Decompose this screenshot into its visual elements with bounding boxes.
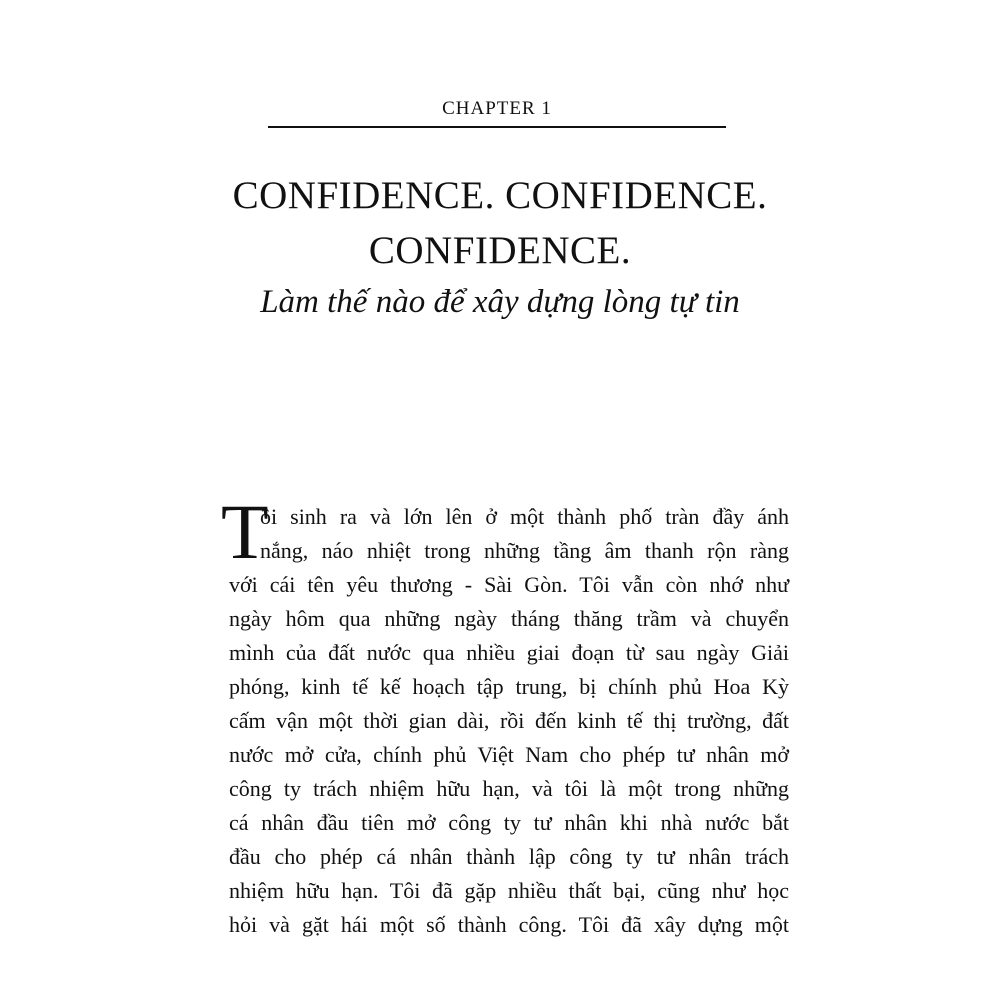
body-line: ngày hôm qua những ngày tháng thăng trầm và chuyển bbox=[229, 606, 789, 631]
body-line: ôi sinh ra và lớn lên ở một thành phố tràn đầy ánh bbox=[260, 504, 789, 529]
chapter-divider bbox=[268, 126, 726, 128]
body-line: đầu cho phép cá nhân thành lập công ty tư nhân trách bbox=[229, 844, 789, 869]
chapter-subtitle: Làm thế nào để xây dựng lòng tự tin bbox=[260, 284, 740, 320]
chapter-title-line-2: CONFIDENCE. bbox=[368, 229, 632, 272]
body-line: hỏi và gặt hái một số thành công. Tôi đã xây dựng một bbox=[229, 912, 789, 937]
body-line: với cái tên yêu thương - Sài Gòn. Tôi vẫn còn nhớ như bbox=[229, 572, 789, 597]
body-line: mình của đất nước qua nhiều giai đoạn từ sau ngày Giải bbox=[229, 640, 789, 665]
chapter-title-line-1: CONFIDENCE. CONFIDENCE. bbox=[232, 174, 768, 217]
body-line: cấm vận một thời gian dài, rồi đến kinh tế thị trường, đất bbox=[229, 708, 789, 733]
chapter-label: CHAPTER 1 bbox=[442, 98, 552, 119]
drop-cap-letter: T bbox=[221, 488, 269, 575]
body-line: cá nhân đầu tiên mở công ty tư nhân khi nhà nước bắt bbox=[229, 810, 789, 835]
body-line: nước mở cửa, chính phủ Việt Nam cho phép tư nhân mở bbox=[229, 742, 789, 767]
body-line: nắng, náo nhiệt trong những tầng âm thanh rộn ràng bbox=[260, 538, 789, 563]
body-line: phóng, kinh tế kế hoạch tập trung, bị chính phủ Hoa Kỳ bbox=[229, 674, 789, 699]
body-paragraph bbox=[229, 500, 789, 942]
chapter-title bbox=[180, 168, 820, 278]
body-line: công ty trách nhiệm hữu hạn, và tôi là một trong những bbox=[229, 776, 789, 801]
body-line: nhiệm hữu hạn. Tôi đã gặp nhiều thất bại, cũng như học bbox=[229, 878, 789, 903]
